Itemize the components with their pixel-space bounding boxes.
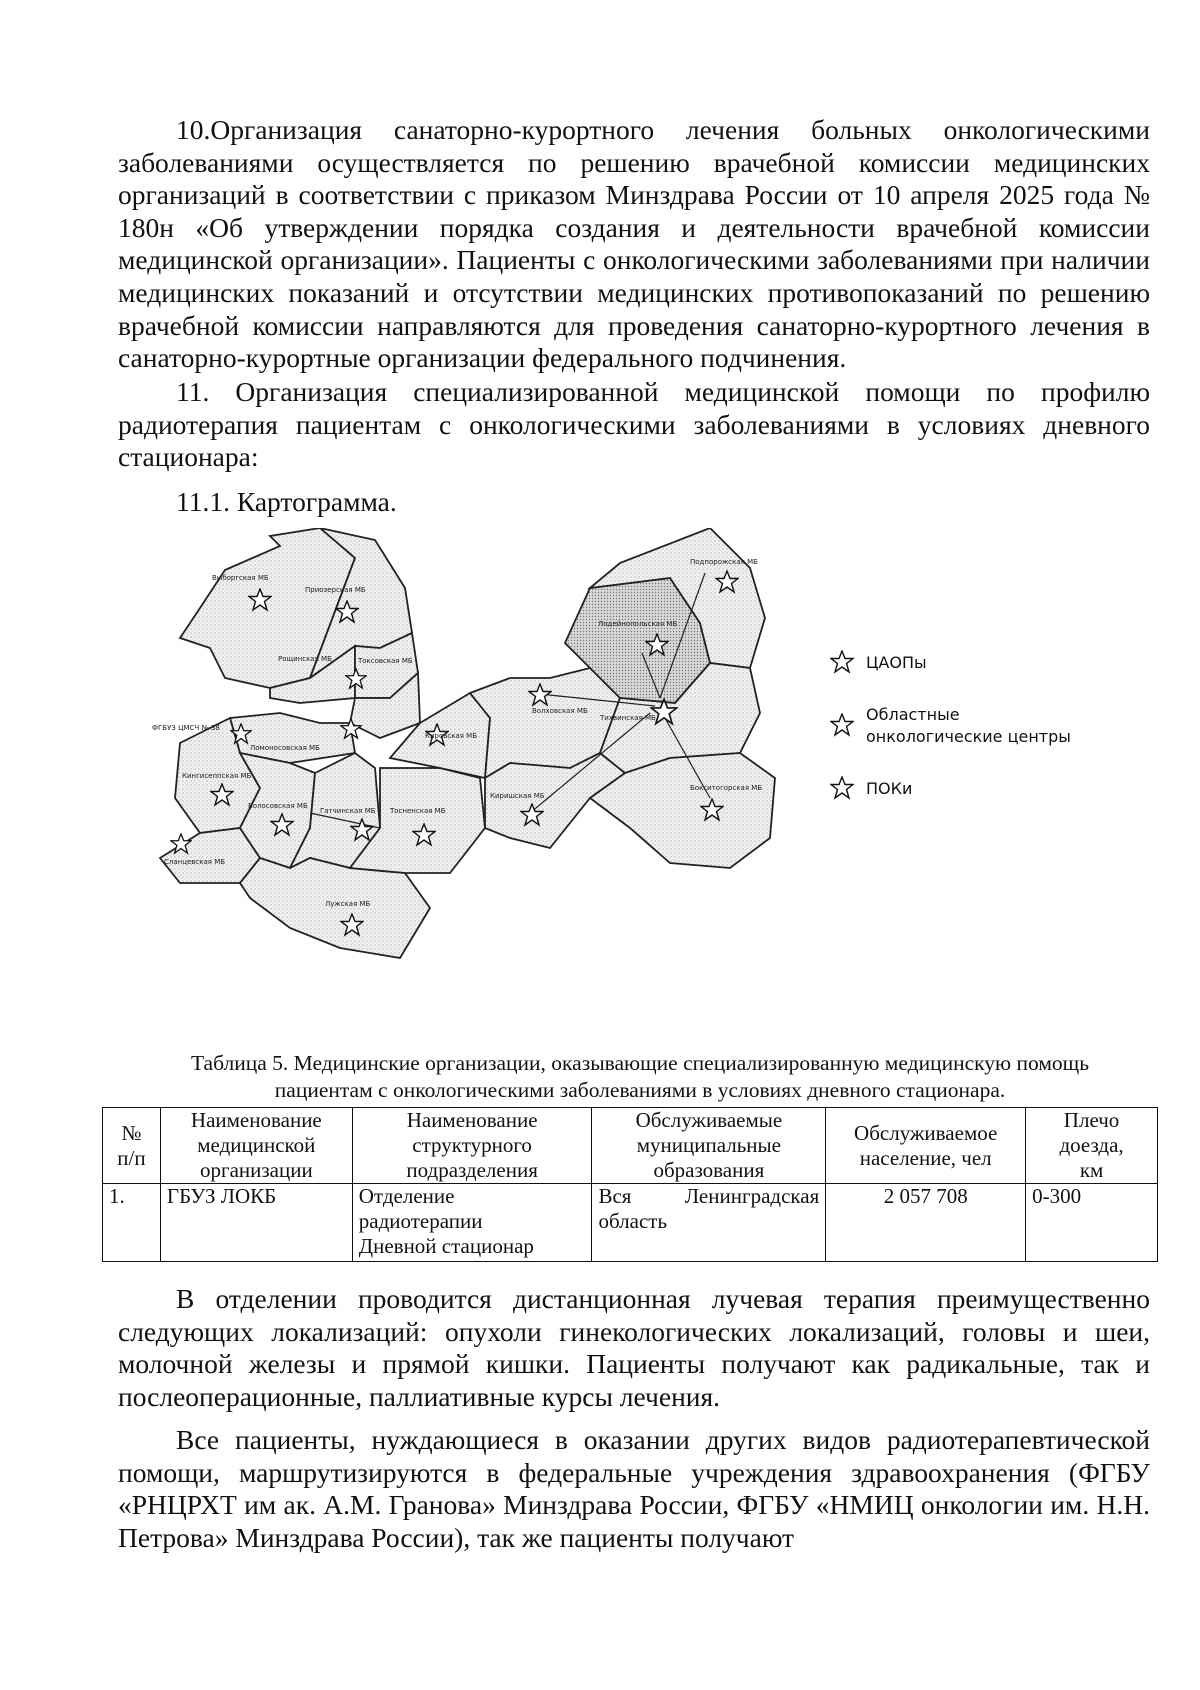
header-number: № п/п (103, 1108, 161, 1184)
label-kingisepp: Кингисеппская МБ (182, 772, 252, 780)
label-tosno: Тосненская МБ (390, 807, 446, 815)
cell-unit: Отделение радиотерапии Дневной стационар (352, 1184, 592, 1262)
label-luga: Лужская МБ (325, 900, 371, 908)
label-slantsy: Сланцевская МБ (164, 858, 226, 866)
header-organization: Наименование медицинской организации (160, 1108, 352, 1184)
label-gatchina: Гатчинская МБ (320, 807, 376, 815)
label-vyborg: Выборгская МБ (212, 574, 269, 582)
table-caption-line-1: Таблица 5. Медицинские организации, оказывающие специализированную медицинскую помощь (190, 1051, 1090, 1075)
paragraph-routing: Все пациенты, нуждающиеся в оказании других видов радиотерапевтической помощи, маршрутизируются в федеральные учреждения здравоохранения (ФГБУ «РНЦРХТ им ак. А.М. Гранова» Минздрава России, ФГБУ «НМИЦ онкологии им. Н.Н. Петрова» Минздрава России), так же пациенты получают (118, 1424, 1150, 1553)
header-distance: Плечо доезда, км (1026, 1108, 1158, 1184)
star-icon (831, 777, 853, 798)
label-kirovsk: Кировская МБ (425, 732, 478, 740)
paragraph-10: 10.Организация санаторно-курортного лечения больных онкологическими заболеваниями осуществляется по решению врачебной комиссии медицинских организаций в соответствии с приказом Минздрава России от 10 апреля 2025 года № 180н «Об утверждении порядка создания и деятельности врачебной комиссии медицинской организации». Пациенты с онкологическими заболеваниями при наличии медицинских показаний и отсутствии медицинских противопоказаний по решению врачебной комиссии направляются для проведения санаторно-курортного лечения в санаторно-курортные организации федерального подчинения. (118, 114, 1150, 374)
header-unit: Наименование структурного подразделения (352, 1108, 592, 1184)
paragraph-after-table: В отделении проводится дистанционная лучевая терапия преимущественно следующих локализаций: опухоли гинекологических локализаций, головы и шеи, молочной железы и прямой кишки. Пациенты получают как радикальные, так и послеоперационные, паллиативные курсы лечения. (118, 1283, 1150, 1412)
label-roshchino: Рощинская МБ (278, 655, 332, 663)
label-lomonosov: Ломоносовская МБ (250, 744, 320, 752)
legend-item-pok: ПОКи (866, 779, 913, 798)
legend-item-regional-2: онкологические центры (866, 727, 1071, 746)
facilities-table (102, 1107, 1158, 1262)
label-volkhov: Волховская МБ (532, 707, 588, 715)
label-boksitogorsk: Бокситогорская МБ (690, 784, 763, 792)
label-podporozhye: Подпорожская МБ (690, 558, 758, 566)
label-tikhvin: Тихвинская МБ (600, 714, 656, 722)
paragraph-11-1: 11.1. Картограмма. (176, 486, 397, 517)
map-regions (160, 528, 775, 958)
label-sosnovy-bor: ФГБУЗ ЦМСЧ № 38 (152, 724, 220, 732)
table-caption-line-2: пациентам с онкологическими заболеваниями в условиях дневного стационара. (274, 1078, 1006, 1102)
legend-item-regional-1: Областные (866, 705, 960, 724)
cell-population: 2 057 708 (826, 1184, 1026, 1262)
map-legend (831, 651, 1071, 798)
header-population: Обслуживаемое население, чел (826, 1108, 1026, 1184)
label-kirishi: Киришская МБ (490, 792, 545, 800)
star-icon (831, 651, 853, 672)
paragraph-11: 11. Организация специализированной медицинской помощи по профилю радиотерапия пациентам с онкологическими заболеваниями в условиях дневного стационара: (118, 376, 1150, 473)
label-toksovo: Токсовская МБ (358, 657, 413, 665)
cell-number: 1. (103, 1184, 161, 1262)
cell-distance: 0-300 (1026, 1184, 1158, 1262)
table-row (103, 1184, 1158, 1262)
header-areas: Обслуживаемые муниципальные образования (592, 1108, 826, 1184)
star-icon (831, 714, 853, 735)
legend-item-tsaop: ЦАОПы (866, 653, 927, 672)
label-volosovo: Волосовская МБ (248, 802, 308, 810)
region-cartogram-map (150, 528, 1150, 1048)
table-caption (130, 1050, 1150, 1104)
cell-organization: ГБУЗ ЛОКБ (160, 1184, 352, 1262)
cell-areas: Вся Ленинградская область (592, 1184, 826, 1262)
table-header-row (103, 1108, 1158, 1184)
label-lodeynoe-pole: Лодейнопольская МБ (598, 620, 678, 628)
label-priozersk: Приозерская МБ (305, 586, 366, 594)
